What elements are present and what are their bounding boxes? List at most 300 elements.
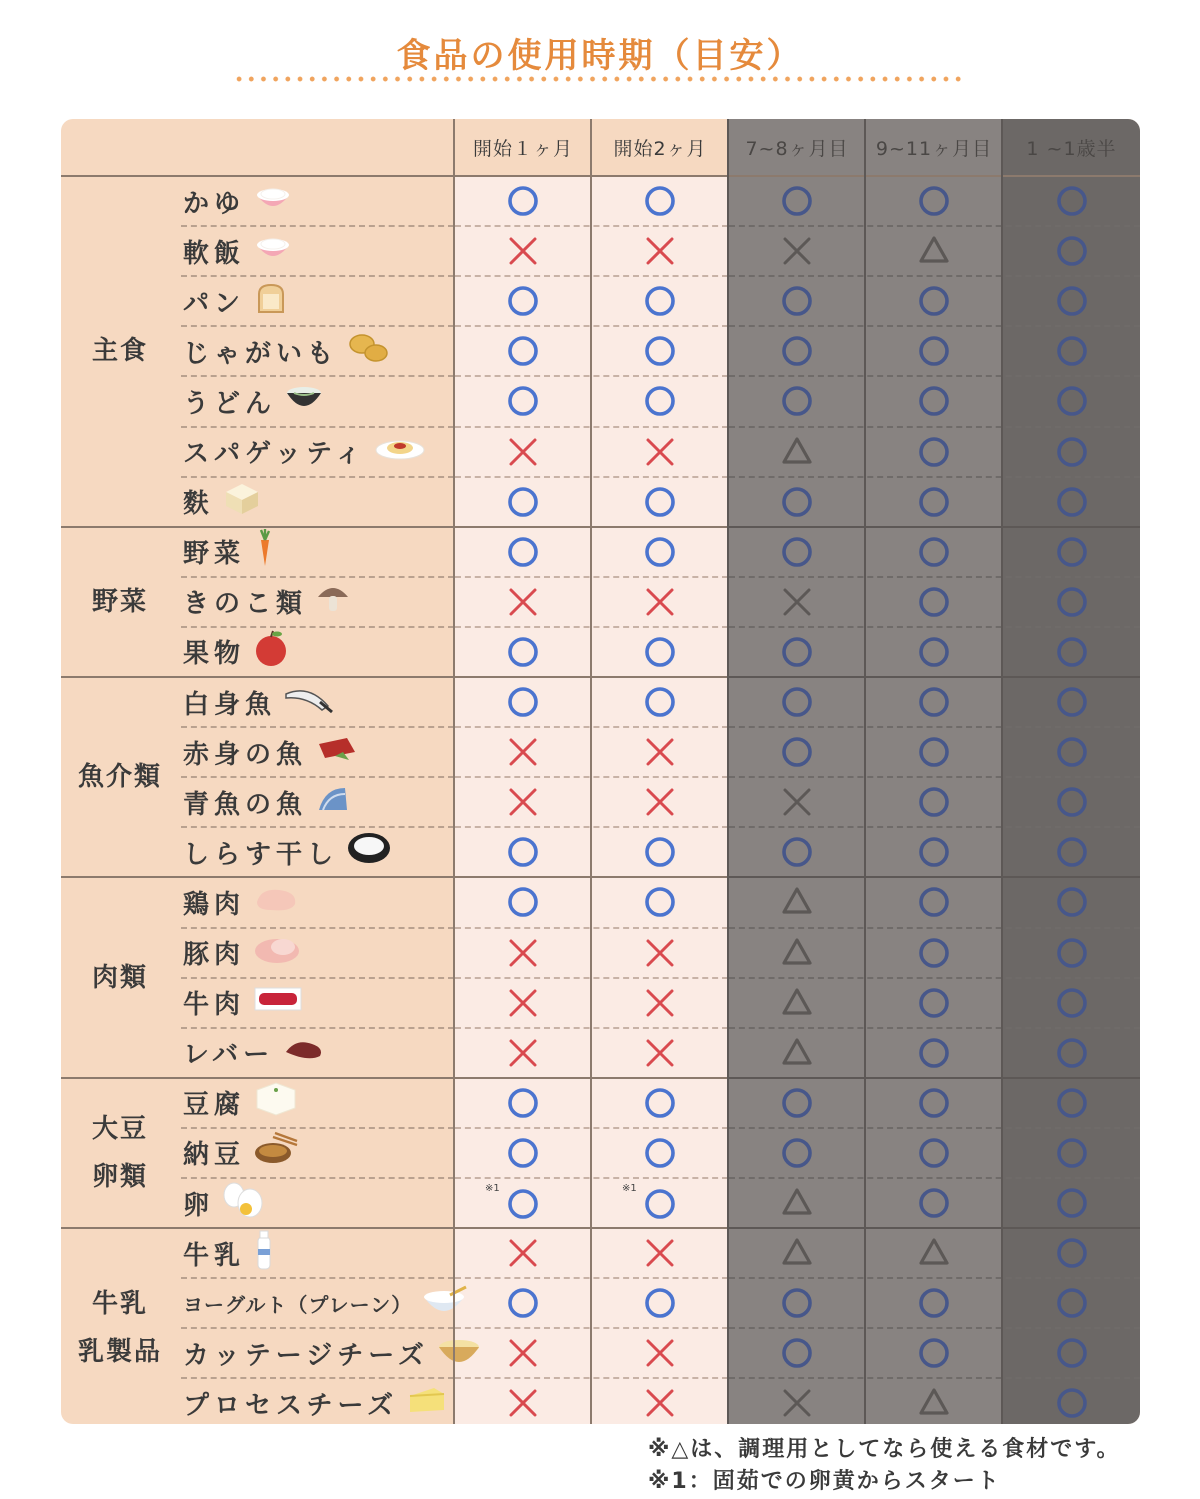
mark-cell — [503, 432, 543, 472]
mark-cell — [640, 732, 680, 772]
mark-cell — [503, 1283, 543, 1323]
mark-cell — [503, 381, 543, 421]
cross-mark — [503, 432, 543, 472]
circle-mark — [640, 1184, 680, 1224]
cross-mark — [777, 231, 817, 271]
food-name: 牛乳 — [183, 1240, 246, 1271]
mark-cell — [914, 832, 954, 872]
carrot-icon — [253, 528, 277, 568]
row-divider — [729, 1327, 1140, 1329]
circle-mark — [777, 682, 817, 722]
mark-cell — [1052, 582, 1092, 622]
mark-cell — [640, 1133, 680, 1173]
egg-note-marker: ※1 — [622, 1183, 637, 1194]
mark-cell — [1052, 632, 1092, 672]
circle-mark — [1052, 832, 1092, 872]
food-row-label — [183, 577, 351, 627]
food-row-label — [183, 1078, 299, 1128]
circle-mark — [503, 1283, 543, 1323]
cross-mark — [640, 582, 680, 622]
mark-cell — [640, 1184, 680, 1224]
food-name: 納豆 — [183, 1140, 246, 1171]
mark-cell — [914, 181, 954, 221]
footnote-triangle: ※△は、調理用としてなら使える食材です。 — [648, 1437, 1121, 1462]
triangle-mark — [777, 983, 817, 1023]
food-row-label — [183, 777, 351, 827]
circle-mark — [777, 732, 817, 772]
food-name: うどん — [183, 388, 277, 419]
column-divider — [864, 119, 866, 1424]
circle-mark — [1052, 1083, 1092, 1123]
food-name: パン — [183, 288, 246, 319]
row-divider — [729, 977, 1140, 979]
circle-mark — [914, 532, 954, 572]
circle-mark — [640, 532, 680, 572]
circle-mark — [777, 381, 817, 421]
triangle-mark — [914, 231, 954, 271]
food-name: 軟飯 — [183, 238, 246, 269]
mark-cell — [1052, 1383, 1092, 1423]
circle-mark — [1052, 1183, 1092, 1223]
mark-cell — [914, 732, 954, 772]
circle-mark — [914, 1333, 954, 1373]
mark-cell — [640, 532, 680, 572]
cross-mark — [640, 432, 680, 472]
food-row-label — [183, 928, 303, 978]
mark-cell — [640, 933, 680, 973]
mark-cell — [777, 1233, 817, 1273]
row-divider — [729, 626, 1140, 628]
column-divider — [590, 119, 592, 1424]
food-row-label — [183, 1378, 448, 1424]
mark-cell — [1052, 432, 1092, 472]
mark-cell — [503, 1033, 543, 1073]
footnote-egg: ※1：固茹での卵黄からスタート — [648, 1469, 1001, 1494]
mark-cell — [777, 832, 817, 872]
mark-cell — [503, 732, 543, 772]
cross-mark — [640, 782, 680, 822]
mark-cell — [777, 632, 817, 672]
mark-cell — [1052, 1033, 1092, 1073]
mark-cell — [503, 983, 543, 1023]
mark-cell — [503, 1133, 543, 1173]
mark-cell — [777, 1033, 817, 1073]
mark-cell — [914, 933, 954, 973]
circle-mark — [503, 331, 543, 371]
mark-cell — [777, 532, 817, 572]
mark-cell — [640, 582, 680, 622]
circle-mark — [503, 181, 543, 221]
food-row-label — [183, 427, 426, 477]
mark-cell — [914, 281, 954, 321]
mark-cell — [640, 882, 680, 922]
circle-mark — [1052, 782, 1092, 822]
food-name: 麩 — [183, 489, 215, 520]
food-name: 赤身の魚 — [183, 739, 308, 770]
mark-cell — [503, 1184, 543, 1224]
row-divider — [729, 1277, 1140, 1279]
mark-cell — [1052, 782, 1092, 822]
column-divider — [453, 119, 455, 1424]
mark-cell — [640, 432, 680, 472]
mark-cell — [503, 281, 543, 321]
circle-mark — [914, 1083, 954, 1123]
cross-mark — [503, 732, 543, 772]
mark-cell — [914, 682, 954, 722]
food-row-label — [183, 727, 359, 777]
circle-mark — [640, 882, 680, 922]
circle-mark — [503, 281, 543, 321]
category-label — [61, 1078, 179, 1228]
food-timing-table — [61, 119, 1140, 1424]
food-name: じゃがいも — [183, 338, 339, 369]
mark-cell — [777, 1283, 817, 1323]
circle-mark — [914, 582, 954, 622]
circle-mark — [640, 832, 680, 872]
food-name: カッテージチーズ — [183, 1340, 429, 1371]
mark-cell — [777, 882, 817, 922]
mark-cell — [503, 231, 543, 271]
udon-bowl-icon — [284, 383, 324, 413]
mark-cell — [914, 482, 954, 522]
food-name: 豆腐 — [183, 1090, 246, 1121]
circle-mark — [640, 482, 680, 522]
mark-cell — [1052, 532, 1092, 572]
circle-mark — [777, 281, 817, 321]
circle-mark — [503, 381, 543, 421]
mark-cell — [640, 1083, 680, 1123]
circle-mark — [1052, 231, 1092, 271]
circle-mark — [503, 832, 543, 872]
cheese-icon — [406, 1384, 448, 1416]
mark-cell — [640, 1233, 680, 1273]
mark-cell — [640, 682, 680, 722]
food-row-label — [183, 1278, 468, 1328]
mark-cell — [914, 582, 954, 622]
white-fish-icon — [284, 684, 334, 714]
egg-note-marker: ※1 — [485, 1183, 500, 1194]
mark-cell — [1052, 231, 1092, 271]
circle-mark — [1052, 582, 1092, 622]
category-label — [61, 1228, 179, 1424]
column-header: 1 ~1歳半 — [1026, 138, 1117, 160]
mark-cell — [503, 1233, 543, 1273]
mark-cell — [1052, 181, 1092, 221]
circle-mark — [503, 1083, 543, 1123]
mark-cell — [1052, 1083, 1092, 1123]
egg-icon — [222, 1181, 264, 1226]
triangle-mark — [777, 1033, 817, 1073]
cross-mark — [777, 782, 817, 822]
mark-cell — [777, 682, 817, 722]
egg-icon — [222, 1181, 264, 1219]
food-row-label — [183, 376, 324, 426]
mark-cell — [914, 882, 954, 922]
pork-icon — [253, 933, 303, 965]
red-fish-icon — [315, 734, 359, 771]
bread-icon — [253, 282, 289, 321]
mark-cell — [914, 1183, 954, 1223]
category-text: 大豆 卵類 — [91, 1113, 148, 1192]
row-divider — [729, 275, 1140, 277]
cross-mark — [777, 1383, 817, 1423]
row-divider — [729, 576, 1140, 578]
mark-cell — [1052, 832, 1092, 872]
mark-cell — [914, 632, 954, 672]
circle-mark — [640, 281, 680, 321]
row-divider — [729, 1177, 1140, 1179]
mark-cell — [640, 281, 680, 321]
milk-bottle-icon — [253, 1229, 275, 1271]
liver-icon — [282, 1036, 326, 1069]
mark-cell — [503, 582, 543, 622]
column-header: 開始2ヶ月 — [613, 138, 707, 160]
cross-mark — [503, 231, 543, 271]
triangle-mark — [777, 882, 817, 922]
category-label — [61, 176, 179, 527]
column-header: 7~8ヶ月目 — [745, 138, 849, 160]
circle-mark — [503, 482, 543, 522]
food-row-label — [183, 627, 289, 677]
pork-icon — [253, 933, 303, 972]
chicken-icon — [253, 884, 299, 914]
mark-cell — [1052, 381, 1092, 421]
row-divider — [729, 426, 1140, 428]
food-row-label — [183, 176, 293, 226]
circle-mark — [1052, 381, 1092, 421]
mark-cell — [914, 532, 954, 572]
mark-cell — [503, 1383, 543, 1423]
mark-cell — [777, 1083, 817, 1123]
circle-mark — [914, 782, 954, 822]
row-divider — [729, 1377, 1140, 1379]
circle-mark — [914, 933, 954, 973]
cross-mark — [503, 1233, 543, 1273]
triangle-mark — [777, 1183, 817, 1223]
food-row-label — [183, 877, 299, 927]
cross-mark — [640, 1383, 680, 1423]
food-name: 牛肉 — [183, 990, 246, 1021]
title-dotted-underline — [233, 76, 967, 82]
mushroom-icon — [315, 581, 351, 615]
mark-cell — [777, 1333, 817, 1373]
category-label — [61, 527, 179, 677]
circle-mark — [503, 1133, 543, 1173]
mark-cell — [1052, 933, 1092, 973]
circle-mark — [1052, 482, 1092, 522]
circle-mark — [914, 381, 954, 421]
mark-cell — [1052, 482, 1092, 522]
tofu-icon — [253, 1080, 299, 1118]
mark-cell — [503, 632, 543, 672]
mark-cell — [777, 782, 817, 822]
udon-bowl-icon — [284, 383, 324, 420]
circle-mark — [503, 532, 543, 572]
red-fish-icon — [315, 734, 359, 764]
circle-mark — [914, 1133, 954, 1173]
cross-mark — [503, 1033, 543, 1073]
circle-mark — [914, 732, 954, 772]
column-divider — [727, 119, 729, 1424]
row-divider — [729, 325, 1140, 327]
natto-icon — [253, 1131, 299, 1174]
circle-mark — [1052, 1383, 1092, 1423]
circle-mark — [1052, 432, 1092, 472]
row-divider — [729, 225, 1140, 227]
rice-bowl-icon — [253, 183, 293, 213]
white-fish-icon — [284, 684, 334, 721]
cross-mark — [503, 582, 543, 622]
mark-cell — [777, 482, 817, 522]
food-name: 野菜 — [183, 539, 246, 570]
mark-cell — [640, 381, 680, 421]
mark-cell — [1052, 1133, 1092, 1173]
circle-mark — [777, 1133, 817, 1173]
tofu-icon — [253, 1080, 299, 1125]
mark-cell — [1052, 732, 1092, 772]
yogurt-icon — [420, 1285, 468, 1322]
row-divider — [729, 375, 1140, 377]
mark-cell — [777, 181, 817, 221]
beef-icon — [253, 985, 303, 1013]
cross-mark — [503, 1333, 543, 1373]
circle-mark — [640, 632, 680, 672]
column-divider — [1001, 119, 1003, 1424]
fu-icon — [222, 480, 262, 516]
food-row-label — [183, 827, 392, 877]
mark-cell — [503, 933, 543, 973]
potato-icon — [346, 331, 390, 365]
blue-fish-icon — [315, 784, 351, 814]
rice-bowl-icon — [253, 233, 293, 263]
natto-icon — [253, 1131, 299, 1167]
mark-cell — [777, 1133, 817, 1173]
column-header: 開始１ヶ月 — [472, 138, 573, 160]
circle-mark — [640, 682, 680, 722]
mark-cell — [640, 331, 680, 371]
circle-mark — [914, 482, 954, 522]
mark-cell — [503, 1333, 543, 1373]
circle-mark — [777, 532, 817, 572]
row-divider — [729, 826, 1140, 828]
circle-mark — [914, 882, 954, 922]
mushroom-icon — [315, 581, 351, 622]
cross-mark — [777, 582, 817, 622]
food-name: 果物 — [183, 639, 246, 670]
triangle-mark — [777, 1233, 817, 1273]
circle-mark — [1052, 1333, 1092, 1373]
category-text: 魚介類 — [77, 762, 162, 793]
food-name: 豚肉 — [183, 940, 246, 970]
circle-mark — [1052, 983, 1092, 1023]
cross-mark — [503, 933, 543, 973]
milk-bottle-icon — [253, 1229, 275, 1278]
food-name: レバー — [183, 1040, 275, 1071]
blue-fish-icon — [315, 784, 351, 821]
circle-mark — [914, 432, 954, 472]
triangle-mark — [777, 432, 817, 472]
cross-mark — [503, 782, 543, 822]
row-divider — [729, 776, 1140, 778]
triangle-mark — [777, 933, 817, 973]
circle-mark — [640, 181, 680, 221]
mark-cell — [914, 1283, 954, 1323]
circle-mark — [777, 1083, 817, 1123]
mark-cell — [914, 782, 954, 822]
row-divider — [729, 927, 1140, 929]
circle-mark — [777, 832, 817, 872]
food-row-label — [183, 1328, 481, 1378]
cross-mark — [640, 231, 680, 271]
circle-mark — [777, 181, 817, 221]
food-name: 青魚の魚 — [183, 789, 308, 820]
yogurt-icon — [420, 1285, 468, 1317]
circle-mark — [1052, 882, 1092, 922]
spaghetti-plate-icon — [374, 435, 426, 461]
potato-icon — [346, 331, 390, 372]
mark-cell — [777, 1383, 817, 1423]
category-text: 牛乳 乳製品 — [77, 1289, 162, 1368]
mark-cell — [640, 181, 680, 221]
mark-cell — [1052, 983, 1092, 1023]
circle-mark — [1052, 181, 1092, 221]
spaghetti-plate-icon — [374, 435, 426, 468]
category-text: 野菜 — [91, 586, 148, 617]
mark-cell — [914, 1033, 954, 1073]
mark-cell — [640, 632, 680, 672]
mark-cell — [777, 432, 817, 472]
circle-mark — [503, 682, 543, 722]
cottage-cheese-icon — [437, 1333, 481, 1374]
row-divider — [729, 1127, 1140, 1129]
food-name: 白身魚 — [183, 689, 277, 720]
mark-cell — [640, 832, 680, 872]
food-name: ヨーグルト（プレーン） — [183, 1292, 413, 1317]
mark-cell — [914, 381, 954, 421]
mark-cell — [914, 331, 954, 371]
mark-cell — [1052, 1233, 1092, 1273]
mark-cell — [914, 231, 954, 271]
liver-icon — [282, 1036, 326, 1062]
apple-icon — [253, 629, 289, 667]
circle-mark — [1052, 732, 1092, 772]
mark-cell — [640, 1283, 680, 1323]
food-row-label — [183, 527, 277, 577]
mark-cell — [503, 482, 543, 522]
mark-cell — [1052, 331, 1092, 371]
column-header: 9~11ヶ月目 — [875, 138, 993, 160]
mark-cell — [914, 1383, 954, 1423]
cross-mark — [640, 732, 680, 772]
food-name: プロセスチーズ — [183, 1390, 399, 1421]
cross-mark — [640, 1333, 680, 1373]
circle-mark — [777, 482, 817, 522]
cross-mark — [503, 1383, 543, 1423]
mark-cell — [503, 682, 543, 722]
circle-mark — [914, 983, 954, 1023]
circle-mark — [914, 632, 954, 672]
food-name: 鶏肉 — [183, 889, 246, 920]
mark-cell — [503, 882, 543, 922]
circle-mark — [1052, 1133, 1092, 1173]
category-label — [61, 677, 179, 877]
mark-cell — [914, 1133, 954, 1173]
apple-icon — [253, 629, 289, 674]
mark-cell — [1052, 281, 1092, 321]
mark-cell — [640, 482, 680, 522]
circle-mark — [777, 1333, 817, 1373]
mark-cell — [777, 331, 817, 371]
